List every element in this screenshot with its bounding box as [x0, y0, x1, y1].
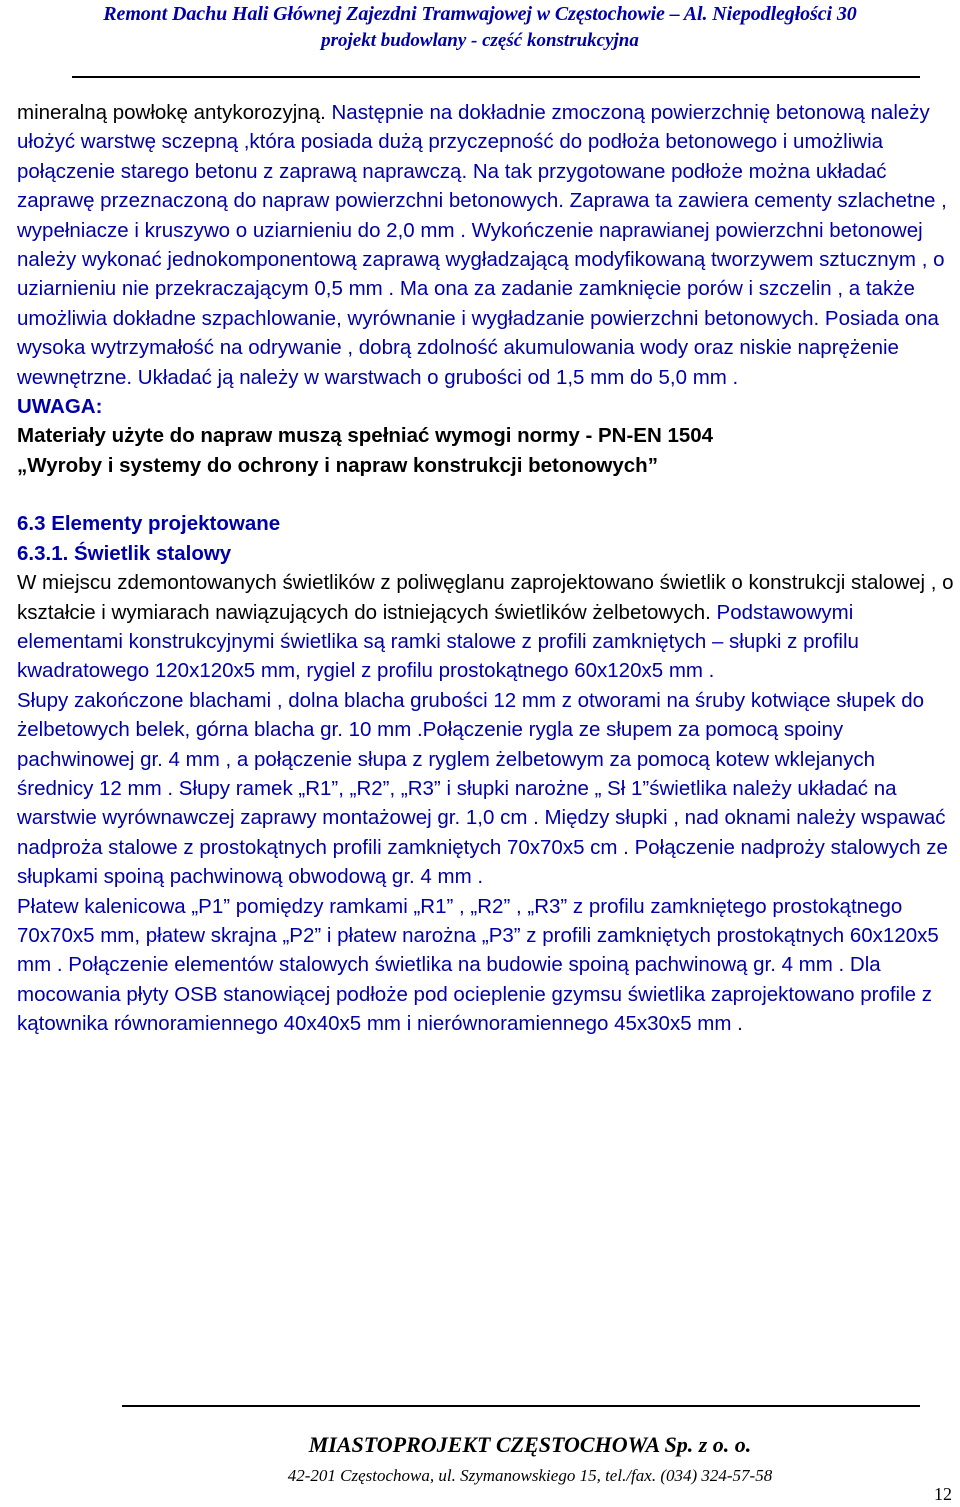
paragraph-purlins: Płatew kalenicowa „P1” pomiędzy ramkami „R1” , „R2” , „R3” z profilu zamkniętego prostokątnego 70x70x5 mm, płatew skrajna „P2” i płatew narożna „P3” z profili zamkniętych prostokątnych 60x120x5 mm . Połączenie elementów stalowych świetlika na budowie spoiną pachwinową gr. 4 mm . Dla mocowania płyty OSB stanowiącej podłoże pod ocieplenie gzymsu świetlika zaprojektowano profile z kątownika równoramiennego 40x40x5 mm i nierównoramiennego 45x30x5 mm .	[17, 894, 939, 1036]
footer-divider	[122, 1405, 920, 1407]
page-number: 12	[934, 1484, 952, 1504]
paragraph-fragment: Na tak przygotowane podłoże można układać zaprawę przeznaczoną do napraw powierzchni betonowych.	[17, 159, 887, 213]
footer-company: MIASTOPROJEKT CZĘSTOCHOWA Sp. z o. o.	[308, 1432, 752, 1457]
uwaga-norm-line: Materiały użyte do napraw muszą spełniać wymogi normy - PN-EN 1504	[17, 424, 714, 448]
uwaga-label: UWAGA:	[17, 395, 103, 419]
paragraph-fragment: Następnie na dokładnie zmoczoną powierzchnię betonową należy ułożyć warstwę sczepną ,która posiada dużą przyczepność do podłoża betonowego i umożliwia połączenie starego betonu z zaprawą naprawczą.	[17, 101, 930, 183]
paragraph-fragment: Podstawowymi elementami konstrukcyjnymi świetlika są ramki stalowe z profili zamkniętych – słupki z profilu kwadratowego 120x120x5 mm, rygiel z profilu prostokątnego 60x120x5 mm .	[17, 600, 859, 683]
uwaga-norm-title: „Wyroby i systemy do ochrony i napraw konstrukcji betonowych”	[17, 453, 658, 477]
document-body	[17, 98, 955, 1039]
paragraph-skylight-intro	[17, 568, 955, 686]
paragraph-fragment: mineralną powłokę antykorozyjną.	[17, 101, 332, 124]
paragraph-fragment: Posiada ona wysoka wytrzymałość na odrywanie , dobrą zdolność akumulowania wody oraz niskie naprężenie wewnętrzne.	[17, 306, 939, 389]
section-heading-6-3: 6.3 Elementy projektowane	[17, 512, 281, 536]
paragraph-fragment: Zaprawa ta zawiera cementy szlachetne , wypełniacze i kruszywo o uziarnieniu do 2,0 mm .	[17, 189, 947, 242]
header-subtitle: projekt budowlany - część konstrukcyjna	[321, 30, 639, 51]
paragraph-fragment: Wykończenie naprawianej powierzchni betonowej należy wykonać jednokomponentową zaprawą wygładzającą modyfikowaną tworzywem sztucznym , o uziarnieniu nie przekraczającym 0,5 mm . Ma ona za zadanie zamknięcie porów i szczelin , a także umożliwia dokładne szpachlowanie, wyrównanie i wygładzanie powierzchni betonowych.	[17, 218, 945, 330]
section-heading-6-3-1: 6.3.1. Świetlik stalowy	[17, 541, 232, 565]
spacer	[17, 480, 955, 509]
paragraph-repair-procedure	[17, 98, 955, 392]
paragraph-fragment: W miejscu zdemontowanych świetlików z poliwęglanu zaprojektowano świetlik o konstrukcji stalowej , o kształcie i wymiarach nawiązujących do istniejących świetlików żelbetowych.	[17, 571, 954, 624]
header-divider	[72, 76, 920, 78]
header-title: Remont Dachu Hali Głównej Zajezdni Tramwajowej w Częstochowie – Al. Niepodległości 30	[103, 3, 857, 25]
paragraph-fragment: Układać ją należy w warstwach o grubości od 1,5 mm do 5,0 mm .	[132, 365, 739, 389]
paragraph-columns: Słupy zakończone blachami , dolna blacha grubości 12 mm z otworami na śruby kotwiące słupek do żelbetowych belek, górna blacha gr. 10 mm .Połączenie rygla ze słupem za pomocą spoiny pachwinowej gr. 4 mm , a połączenie słupa z ryglem żelbetowym za pomocą kotew wklejanych średnicy 12 mm . Słupy ramek „R1”, „R2”, „R3” i słupki narożne „ Sł 1”świetlika należy układać na warstwie wyrównawczej zaprawy montażowej gr. 1,0 cm . Między słupki , nad oknami należy wspawać nadproża stalowe z prostokątnych profili zamkniętych 70x70x5 cm . Połączenie nadproży stalowych ze słupkami spoiną pachwinową obwodową gr. 4 mm .	[17, 688, 948, 889]
footer-address: 42-201 Częstochowa, ul. Szymanowskiego 15, tel./fax. (034) 324-57-58	[287, 1466, 773, 1485]
